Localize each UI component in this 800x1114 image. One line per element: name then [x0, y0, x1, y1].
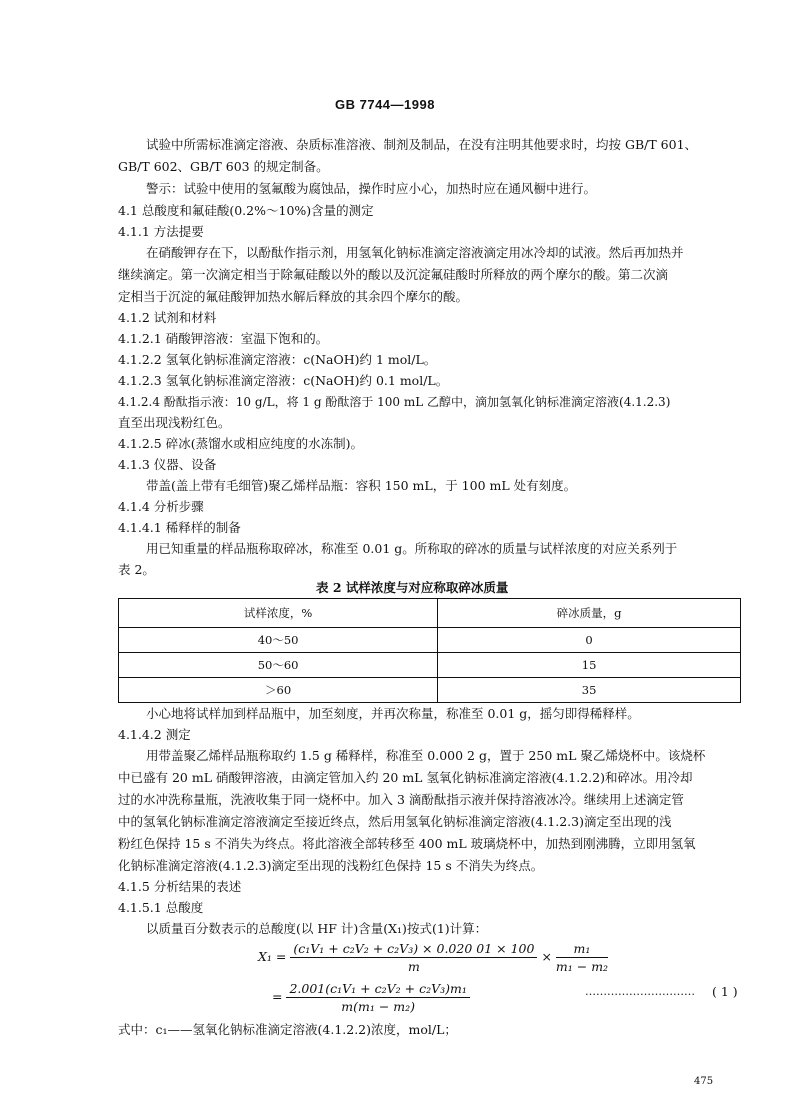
section-4-1-4-1-line-2: 表 2。 — [118, 562, 155, 577]
formula-leader-dots: ………………………… — [585, 985, 695, 998]
section-4-1-4-2-line-5: 粉红色保持 15 s 不消失为终点。将此溶液全部转移至 400 mL 玻璃烧杯中，加热到刚沸腾，立即用氢氧 — [118, 836, 696, 851]
section-4-1-3-body: 带盖(盖上带有毛细管)聚乙烯样品瓶：容积 150 mL，于 100 mL 处有刻度。 — [146, 478, 577, 493]
section-4-1-4-2-line-4: 中的氢氧化钠标准滴定溶液滴定至接近终点，然后用氢氧化钠标准滴定溶液(4.1.2.3)滴定至出现的浅 — [118, 814, 672, 829]
section-4-1-3-heading: 4.1.3 仪器、设备 — [118, 457, 217, 472]
formula-line-2 — [272, 980, 470, 1015]
formula-line-1 — [258, 940, 608, 975]
section-4-1-1-line-2: 继续滴定。第一次滴定相当于除氟硅酸以外的酸以及沉淀氟硅酸时所释放的两个摩尔的酸。第二次滴 — [118, 267, 669, 282]
table-row — [119, 653, 741, 678]
formula-times: × — [541, 949, 552, 964]
formula-numerator-2: m₁ — [556, 940, 608, 958]
section-4-1-1-heading: 4.1.1 方法提要 — [118, 224, 204, 239]
table-caption: 表 2 试样浓度与对应称取碎冰质量 — [316, 580, 509, 595]
section-4-1-4-1-heading: 4.1.4.1 稀释样的制备 — [118, 520, 241, 535]
table-header-ice-mass: 碎冰质量，g — [438, 599, 741, 628]
formula-equals: = — [272, 989, 283, 1004]
warning-text: 警示：试验中使用的氢氟酸为腐蚀品，操作时应小心，加热时应在通风橱中进行。 — [146, 181, 597, 196]
table-cell: 35 — [438, 678, 741, 703]
section-4-1-5-heading: 4.1.5 分析结果的表述 — [118, 879, 242, 894]
intro-line-2: GB/T 602、GB/T 603 的规定制备。 — [118, 159, 329, 174]
after-table-text: 小心地将试样加到样品瓶中，加至刻度，并再次称量，称准至 0.01 g，摇匀即得稀释样。 — [146, 706, 640, 721]
formula-fraction-1 — [290, 940, 537, 975]
section-4-1-4-1-line-1: 用已知重量的样品瓶称取碎冰，称准至 0.01 g。所称取的碎冰的质量与试样浓度的对应关系列于 — [146, 541, 678, 556]
section-4-1-heading: 4.1 总酸度和氟硅酸(0.2%～10%)含量的测定 — [118, 203, 374, 218]
table-cell: 40～50 — [119, 628, 438, 653]
formula-denominator-1: m — [407, 959, 420, 974]
standard-header: GB 7744—1998 — [335, 97, 435, 112]
table-cell: 50～60 — [119, 653, 438, 678]
section-4-1-2-5: 4.1.2.5 碎冰(蒸馏水或相应纯度的水冻制)。 — [118, 436, 363, 451]
section-4-1-5-1-heading: 4.1.5.1 总酸度 — [118, 900, 204, 915]
section-4-1-1-line-1: 在硝酸钾存在下，以酚酞作指示剂，用氢氧化钠标准滴定溶液滴定用冰冷却的试液。然后再加热并 — [146, 245, 684, 260]
ice-mass-table — [118, 598, 741, 703]
section-4-1-4-2-heading: 4.1.4.2 测定 — [118, 727, 191, 742]
formula-denominator-2: m₁ − m₂ — [555, 959, 609, 974]
formula-fraction-3 — [286, 980, 469, 1015]
formula-lhs: X₁ = — [258, 949, 287, 964]
section-4-1-2-4-line-1: 4.1.2.4 酚酞指示液：10 g/L，将 1 g 酚酞溶于 100 mL 乙醇中，滴加氢氧化钠标准滴定溶液(4.1.2.3) — [118, 395, 671, 409]
formula-numerator-3: 2.001(c₁V₁ + c₂V₂ + c₂V₃)m₁ — [286, 980, 469, 998]
table-cell: 15 — [438, 653, 741, 678]
formula-numerator-1: (c₁V₁ + c₂V₂ + c₂V₃) × 0.020 01 × 100 — [290, 940, 537, 958]
section-4-1-4-2-line-3: 过的水冲洗称量瓶，洗液收集于同一烧杯中。加入 3 滴酚酞指示液并保持溶液冰冷。继续用上述滴定管 — [118, 792, 684, 807]
section-4-1-2-1: 4.1.2.1 硝酸钾溶液：室温下饱和的。 — [118, 331, 329, 346]
page-number: 475 — [694, 1076, 714, 1087]
section-4-1-4-2-line-6: 化钠标准滴定溶液(4.1.2.3)滴定至出现的浅粉红色保持 15 s 不消失为终点。 — [118, 858, 544, 873]
intro-line-1: 试验中所需标准滴定溶液、杂质标准溶液、制剂及制品，在没有注明其他要求时，均按 GB/T 601、 — [146, 137, 698, 152]
table-row — [119, 628, 741, 653]
table-cell: ＞60 — [119, 678, 438, 703]
table-header-row — [119, 599, 741, 628]
table-header-concentration: 试样浓度，% — [119, 599, 438, 628]
where-clause: 式中：c₁——氢氧化钠标准滴定溶液(4.1.2.2)浓度，mol/L； — [118, 1022, 457, 1037]
section-4-1-1-line-3: 定相当于沉淀的氟硅酸钾加热水解后释放的其余四个摩尔的酸。 — [118, 289, 469, 304]
table-cell: 0 — [438, 628, 741, 653]
section-4-1-4-2-line-1: 用带盖聚乙烯样品瓶称取约 1.5 g 稀释样，称准至 0.000 2 g，置于 250 mL 聚乙烯烧杯中。该烧杯 — [146, 748, 706, 763]
section-4-1-4-heading: 4.1.4 分析步骤 — [118, 499, 204, 514]
formula-fraction-2 — [556, 940, 608, 975]
section-4-1-4-2-line-2: 中已盛有 20 mL 硝酸钾溶液，由滴定管加入约 20 mL 氢氧化钠标准滴定溶液(4.1.2.2)和碎冰。用冷却 — [118, 770, 693, 785]
section-4-1-2-3: 4.1.2.3 氢氧化钠标准滴定溶液：c(NaOH)约 0.1 mol/L。 — [118, 373, 449, 388]
table-row — [119, 678, 741, 703]
formula-number: ( 1 ) — [712, 984, 738, 999]
section-4-1-2-heading: 4.1.2 试剂和材料 — [118, 310, 217, 325]
section-4-1-2-2: 4.1.2.2 氢氧化钠标准滴定溶液：c(NaOH)约 1 mol/L。 — [118, 352, 437, 367]
formula-denominator-3: m(m₁ − m₂) — [341, 999, 416, 1014]
section-4-1-2-4-line-2: 直至出现浅粉红色。 — [118, 415, 231, 430]
section-4-1-5-1-body: 以质量百分数表示的总酸度(以 HF 计)含量(X₁)按式(1)计算： — [146, 921, 488, 936]
